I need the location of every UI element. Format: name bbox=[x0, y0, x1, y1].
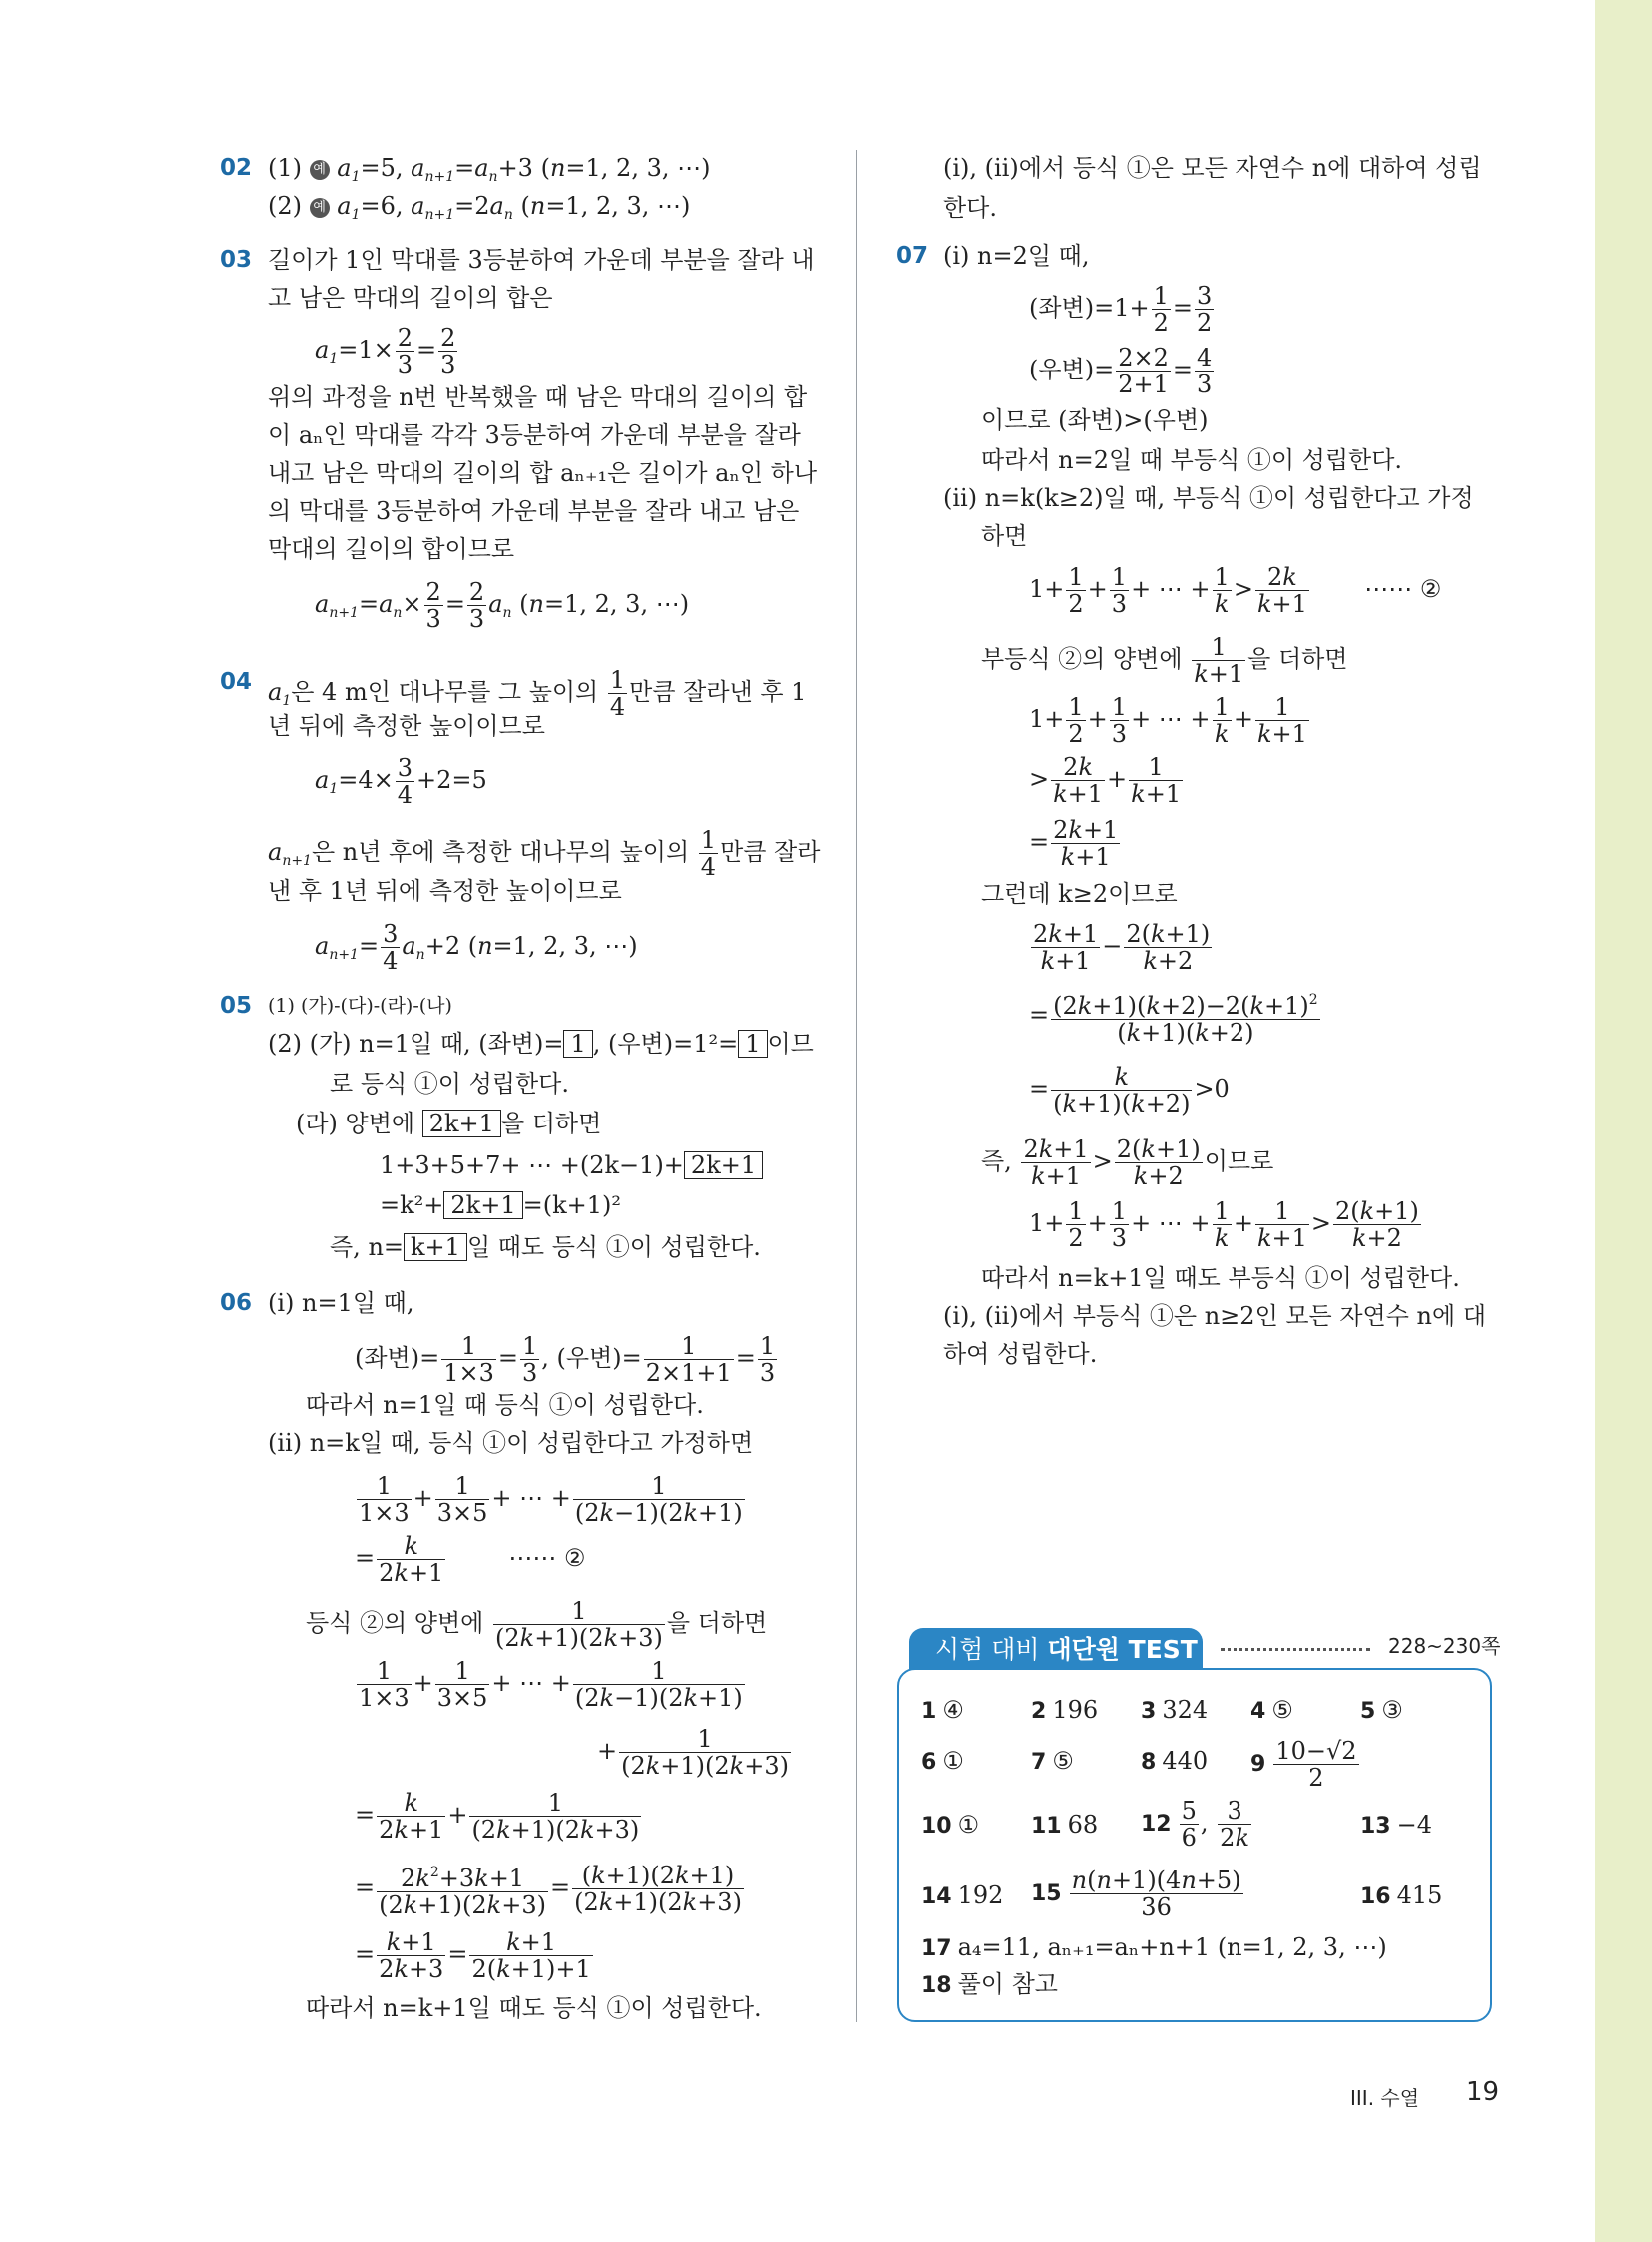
q04-line1: $a_1$은 4 m인 대나무를 그 높이의 $\frac{1}{4}$ 만큼 잘라낸 후 1 bbox=[268, 666, 807, 721]
q07-line1: (ⅰ) n=2일 때, bbox=[943, 242, 1090, 270]
q07-line10: (ⅰ), (ⅱ)에서 부등식 ①은 n≥2인 모든 자연수 n에 대 bbox=[943, 1302, 1487, 1330]
q06-conclusion-line2: 한다. bbox=[943, 194, 997, 222]
answer-11: 11 68 bbox=[1031, 1811, 1099, 1839]
q03-number: 03 bbox=[220, 247, 253, 273]
q06-line-last: 따라서 n=k+1일 때도 등식 ①이 성립한다. bbox=[306, 1994, 762, 2022]
q06-line1: (ⅰ) n=1일 때, bbox=[268, 1289, 414, 1317]
q03-para1: 위의 과정을 n번 반복했을 때 남은 막대의 길이의 합 bbox=[268, 383, 808, 411]
q07-eq3: 1+ $\frac{1}{2}$ + $\frac{1}{3}$ + ⋯ + $\frac{1}{k}$ > $\frac{2k}{k+1}$ ⋯⋯ ② bbox=[1029, 563, 1442, 618]
q07-eq8: = $\frac{(2k+1)(k+2)-2(k+1)^2}{(k+1)(k+2)}$ bbox=[1029, 987, 1322, 1046]
q06-number: 06 bbox=[220, 1290, 253, 1316]
q07-eq1: (좌변)=1+ $\frac{1}{2}$ = $\frac{3}{2}$ bbox=[1029, 282, 1213, 337]
q06-eq4: $\frac{1}{1\times 3}$ + $\frac{1}{3\times 5}$ + ⋯ + $\frac{1}{(2k-1)(2k+1)}$ bbox=[359, 1657, 743, 1712]
q05-number: 05 bbox=[220, 993, 253, 1019]
answer-2: 2 196 bbox=[1031, 1696, 1099, 1724]
answer-4: 4 ⑤ bbox=[1250, 1696, 1293, 1724]
q03-para4: 의 막대를 3등분하여 가운데 부분을 잘라 내고 남은 bbox=[268, 497, 800, 525]
q06-line2: 따라서 n=1일 때 등식 ①이 성립한다. bbox=[306, 1391, 704, 1419]
q04-number: 04 bbox=[220, 669, 253, 695]
q06-eq1: (좌변)= $\frac{1}{1\times 3}$ = $\frac{1}{3}$ , (우변)= $\frac{1}{2\times 1+1}$ = $\frac{1}{3}$ bbox=[355, 1332, 776, 1387]
q06-eq6: = $\frac{k}{2k+1}$ + $\frac{1}{(2k+1)(2k+3)}$ bbox=[355, 1789, 640, 1844]
answer-14: 14 192 bbox=[921, 1881, 1004, 1909]
q02-line1: (1) 예 $a_1=5$, $a_{n+1}=a_n+3$ (n=1, 2, 3, ⋯) bbox=[268, 154, 711, 185]
test-title-tab: 시험 대비 대단원 TEST bbox=[909, 1628, 1203, 1670]
q04-line3: $a_{n+1}$은 n년 후에 측정한 대나무의 높이의 $\frac{1}{4}$ 만큼 잘라 bbox=[268, 826, 821, 881]
answer-16: 16 415 bbox=[1360, 1881, 1443, 1909]
test-page-range: 228~230쪽 bbox=[1388, 1634, 1501, 1658]
answer-6: 6 ① bbox=[921, 1747, 964, 1775]
answer-12: 12 $\frac{5}{6}$ , $\frac{3}{2k}$ bbox=[1141, 1797, 1249, 1852]
q02-number: 02 bbox=[220, 155, 253, 181]
q07-line11: 하여 성립한다. bbox=[943, 1340, 1098, 1368]
q06-eq5: + $\frac{1}{(2k+1)(2k+3)}$ bbox=[597, 1725, 789, 1780]
q03-line1: 길이가 1인 막대를 3등분하여 가운데 부분을 잘라 내 bbox=[268, 246, 815, 274]
answer-3: 3 324 bbox=[1141, 1696, 1209, 1724]
answer-18: 18 풀이 참고 bbox=[921, 1970, 1058, 1998]
q06-eq2: $\frac{1}{1\times 3}$ + $\frac{1}{3\times 5}$ + ⋯ + $\frac{1}{(2k-1)(2k+1)}$ bbox=[359, 1472, 743, 1527]
q03-eq1: $a_1=1\times$ $\frac{2}{3}$ = $\frac{2}{3}$ bbox=[315, 324, 456, 378]
q07-line8: 즉, $\frac{2k+1}{k+1}$ > $\frac{2(k+1)}{k+2}$ 이므로 bbox=[981, 1135, 1274, 1190]
answer-5: 5 ③ bbox=[1360, 1696, 1403, 1724]
q07-eq6: = $\frac{2k+1}{k+1}$ bbox=[1029, 816, 1119, 871]
answer-1: 1 ④ bbox=[921, 1696, 964, 1724]
q07-eq9: = $\frac{k}{(k+1)(k+2)}$ >0 bbox=[1029, 1063, 1230, 1118]
answer-8: 8 440 bbox=[1141, 1747, 1209, 1775]
q04-line4: 낸 후 1년 뒤에 측정한 높이이므로 bbox=[268, 877, 622, 905]
q05-line7: 즉, n= k+1 일 때도 등식 ①이 성립한다. bbox=[330, 1233, 761, 1261]
q06-line3: (ⅱ) n=k일 때, 등식 ①이 성립한다고 가정하면 bbox=[268, 1429, 754, 1457]
q07-line4: (ⅱ) n=k(k≥2)일 때, 부등식 ①이 성립한다고 가정 bbox=[943, 484, 1474, 512]
q06-line4: 등식 ②의 양변에 $\frac{1}{(2k+1)(2k+3)}$ 을 더하면 bbox=[306, 1597, 768, 1652]
q03-para3: 내고 남은 막대의 길이의 합 aₙ₊₁은 길이가 aₙ인 하나 bbox=[268, 459, 818, 487]
q07-line2: 이므로 (좌변)>(우변) bbox=[981, 406, 1209, 434]
q07-eq5: > $\frac{2k}{k+1}$ + $\frac{1}{k+1}$ bbox=[1029, 753, 1182, 808]
q07-eq2: (우변)= $\frac{2\times 2}{2+1}$ = $\frac{4}{3}$ bbox=[1029, 344, 1213, 398]
q06-conclusion-line1: (ⅰ), (ⅱ)에서 등식 ①은 모든 자연수 n에 대하여 성립 bbox=[943, 154, 1482, 182]
q07-line3: 따라서 n=2일 때 부등식 ①이 성립한다. bbox=[981, 446, 1403, 474]
q06-eq8: = $\frac{k+1}{2k+3}$ = $\frac{k+1}{2(k+1)+1}$ bbox=[355, 1928, 591, 1983]
answer-10: 10 ① bbox=[921, 1811, 980, 1839]
answer-9: 9 $\frac{10-√2}{2}$ bbox=[1250, 1737, 1357, 1792]
q05-line1: (1) (가)-(다)-(라)-(나) bbox=[268, 995, 452, 1017]
dotted-leader bbox=[1221, 1638, 1370, 1651]
side-margin-strip bbox=[1595, 0, 1652, 2242]
q04-eq2: $a_{n+1}=$ $\frac{3}{4}$ $a_n+2$ (n=1, 2, 3, ⋯) bbox=[315, 920, 638, 975]
answer-7: 7 ⑤ bbox=[1031, 1747, 1074, 1775]
q03-para2: 이 aₙ인 막대를 각각 3등분하여 가운데 부분을 잘라 bbox=[268, 421, 801, 449]
q02-line2: (2) 예 $a_1=6$, $a_{n+1}=2a_n$ (n=1, 2, 3, ⋯) bbox=[268, 192, 691, 223]
page-number: 19 bbox=[1466, 2077, 1500, 2107]
q06-eq3: = $\frac{k}{2k+1}$ ⋯⋯ ② bbox=[355, 1532, 586, 1587]
q05-line3: 로 등식 ①이 성립한다. bbox=[330, 1070, 569, 1098]
q05-line2: (2) (가) n=1일 때, (좌변)= 1 , (우변)=1²= 1 이므 bbox=[268, 1030, 814, 1058]
column-divider bbox=[856, 150, 857, 2022]
q03-eq2: $a_{n+1}=a_n\times$ $\frac{2}{3}$ = $\frac{2}{3}$ $a_n$ (n=1, 2, 3, ⋯) bbox=[315, 578, 690, 633]
q07-eq7: $\frac{2k+1}{k+1}$ − $\frac{2(k+1)}{k+2}$ bbox=[1033, 920, 1211, 975]
q07-number: 07 bbox=[896, 243, 929, 269]
q06-eq7: = $\frac{2k^2+3k+1}{(2k+1)(2k+3)}$ = $\frac{(k+1)(2k+1)}{(2k+1)(2k+3)}$ bbox=[355, 1862, 742, 1919]
example-badge-icon: 예 bbox=[310, 198, 330, 218]
answer-13: 13 −4 bbox=[1360, 1811, 1433, 1839]
q07-eq10: 1+ $\frac{1}{2}$ + $\frac{1}{3}$ + ⋯ + $\frac{1}{k}$ + $\frac{1}{k+1}$ > $\frac{2(k+1)}{k+2}$ bbox=[1029, 1197, 1419, 1252]
q04-line2: 년 뒤에 측정한 높이이므로 bbox=[268, 712, 545, 740]
q03-line2: 고 남은 막대의 길이의 합은 bbox=[268, 284, 553, 312]
q07-line6: 부등식 ②의 양변에 $\frac{1}{k+1}$ 을 더하면 bbox=[981, 633, 1348, 688]
q05-line4: (라) 양변에 2k+1 을 더하면 bbox=[296, 1110, 602, 1137]
q03-para5: 막대의 길이의 합이므로 bbox=[268, 535, 515, 563]
q04-eq1: $a_1=4\times$ $\frac{3}{4}$ +2=5 bbox=[315, 754, 487, 809]
q07-line9: 따라서 n=k+1일 때도 부등식 ①이 성립한다. bbox=[981, 1264, 1460, 1292]
q07-line5: 하면 bbox=[981, 522, 1028, 550]
q05-line5: 1+3+5+7+ ⋯ +(2k−1)+ 2k+1 bbox=[380, 1150, 763, 1180]
example-badge-icon: 예 bbox=[310, 160, 330, 180]
footer-section-title: III. 수열 bbox=[1350, 2086, 1420, 2110]
answer-17: 17 a₄=11, aₙ₊₁=aₙ+n+1 (n=1, 2, 3, ⋯) bbox=[921, 1933, 1387, 1961]
q07-line7: 그런데 k≥2이므로 bbox=[981, 880, 1178, 908]
q07-eq4: 1+ $\frac{1}{2}$ + $\frac{1}{3}$ + ⋯ + $\frac{1}{k}$ + $\frac{1}{k+1}$ bbox=[1029, 693, 1307, 748]
q05-line6: =k²+ 2k+1 =(k+1)² bbox=[380, 1191, 621, 1219]
answer-15: 15 $\frac{n(n+1)(4n+5)}{36}$ bbox=[1031, 1867, 1241, 1921]
